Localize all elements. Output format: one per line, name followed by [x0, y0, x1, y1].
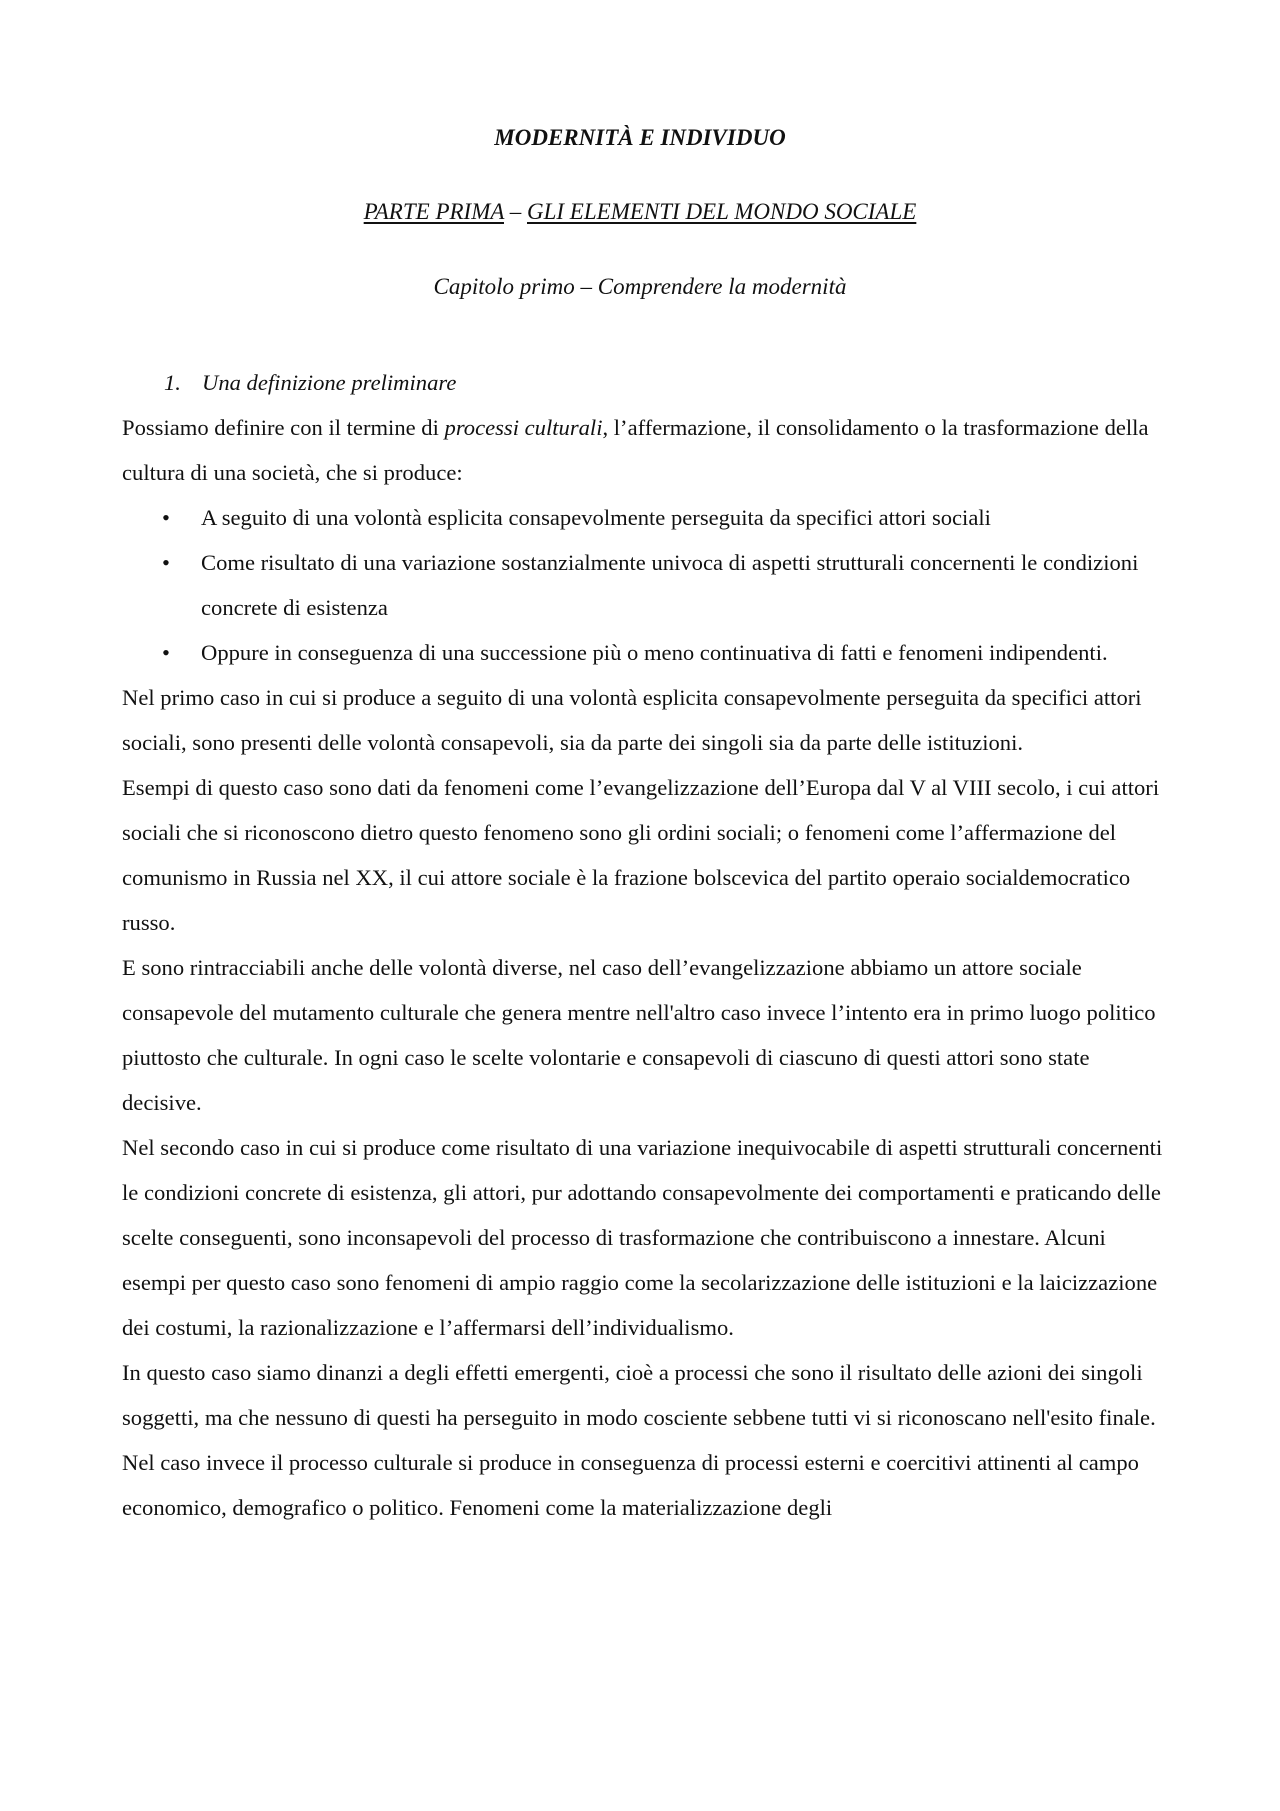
bullet-item [122, 540, 1172, 630]
intro-paragraph [122, 405, 1172, 495]
section-number: 1. [164, 370, 181, 395]
body-paragraph: In questo caso siamo dinanzi a degli effetti emergenti, cioè a processi che sono il risultato delle azioni dei singoli soggetti, ma che nessuno di questi ha perseguito in modo cosciente sebbene tutti vi si riconoscano nell'esito finale. [122, 1360, 1156, 1430]
document-body [122, 360, 1172, 1530]
bullet-dot: • [162, 550, 170, 575]
part-label: PARTE PRIMA [363, 199, 504, 224]
bullet-dot: • [162, 640, 170, 665]
body-paragraph: Nel secondo caso in cui si produce come risultato di una variazione inequivocabile di aspetti strutturali concernenti le condizioni concrete di esistenza, gli attori, pur adottando consapevolmente dei comportamenti e praticando delle scelte conseguenti, sono inconsapevoli del processo di trasformazione che contribuiscono a innestare. Alcuni esempi per questo caso sono fenomeni di ampio raggio come la secolarizzazione delle istituzioni e la laicizzazione dei costumi, la razionalizzazione e l’affermarsi dell’individualismo. [122, 1135, 1163, 1340]
document-title: MODERNITÀ E INDIVIDUO [494, 125, 786, 150]
section-heading [122, 360, 1172, 405]
bullet-item [122, 495, 1172, 540]
intro-emphasis: processi culturali [444, 415, 603, 440]
bullet-list [122, 495, 1172, 675]
body-paragraph: E sono rintracciabili anche delle volontà diverse, nel caso dell’evangelizzazione abbiamo un attore sociale consapevole del mutamento culturale che genera mentre nell'altro caso invece l’intento era in primo luogo politico piuttosto che culturale. In ogni caso le scelte volontarie e consapevoli di ciascuno di questi attori sono state decisive. [122, 955, 1156, 1115]
part-name: GLI ELEMENTI DEL MONDO SOCIALE [527, 199, 917, 224]
bullet-text: Come risultato di una variazione sostanzialmente univoca di aspetti strutturali concernenti le condizioni concrete di esistenza [201, 550, 1139, 620]
bullet-item [122, 630, 1172, 675]
chapter-heading: Capitolo primo – Comprendere la modernità [433, 274, 847, 299]
body-paragraph: Esempi di questo caso sono dati da fenomeni come l’evangelizzazione dell’Europa dal V al VIII secolo, i cui attori sociali che si riconoscono dietro questo fenomeno sono gli ordini sociali; o fenomeni come l’affermazione del comunismo in Russia nel XX, il cui attore sociale è la frazione bolscevica del partito operaio socialdemocratico russo. [122, 775, 1160, 935]
part-heading [0, 198, 1280, 226]
body-paragraph: Nel caso invece il processo culturale si produce in conseguenza di processi esterni e coercitivi attinenti al campo economico, demografico o politico. Fenomeni come la materializzazione degli [122, 1450, 1139, 1520]
bullet-dot: • [162, 505, 170, 530]
bullet-text: Oppure in conseguenza di una successione più o meno continuativa di fatti e fenomeni indipendenti. [201, 640, 1108, 665]
intro-after: , l’affermazione, il consolidamento o la trasformazione della cultura di una società, che si produce: [122, 415, 1149, 485]
section-title: Una definizione preliminare [202, 370, 457, 395]
part-separator: – [504, 199, 527, 224]
bullet-text: A seguito di una volontà esplicita consapevolmente perseguita da specifici attori sociali [201, 505, 991, 530]
intro-before: Possiamo definire con il termine di [122, 415, 445, 440]
body-paragraph: Nel primo caso in cui si produce a seguito di una volontà esplicita consapevolmente perseguita da specifici attori sociali, sono presenti delle volontà consapevoli, sia da parte dei singoli sia da parte delle istituzioni. [122, 685, 1142, 755]
